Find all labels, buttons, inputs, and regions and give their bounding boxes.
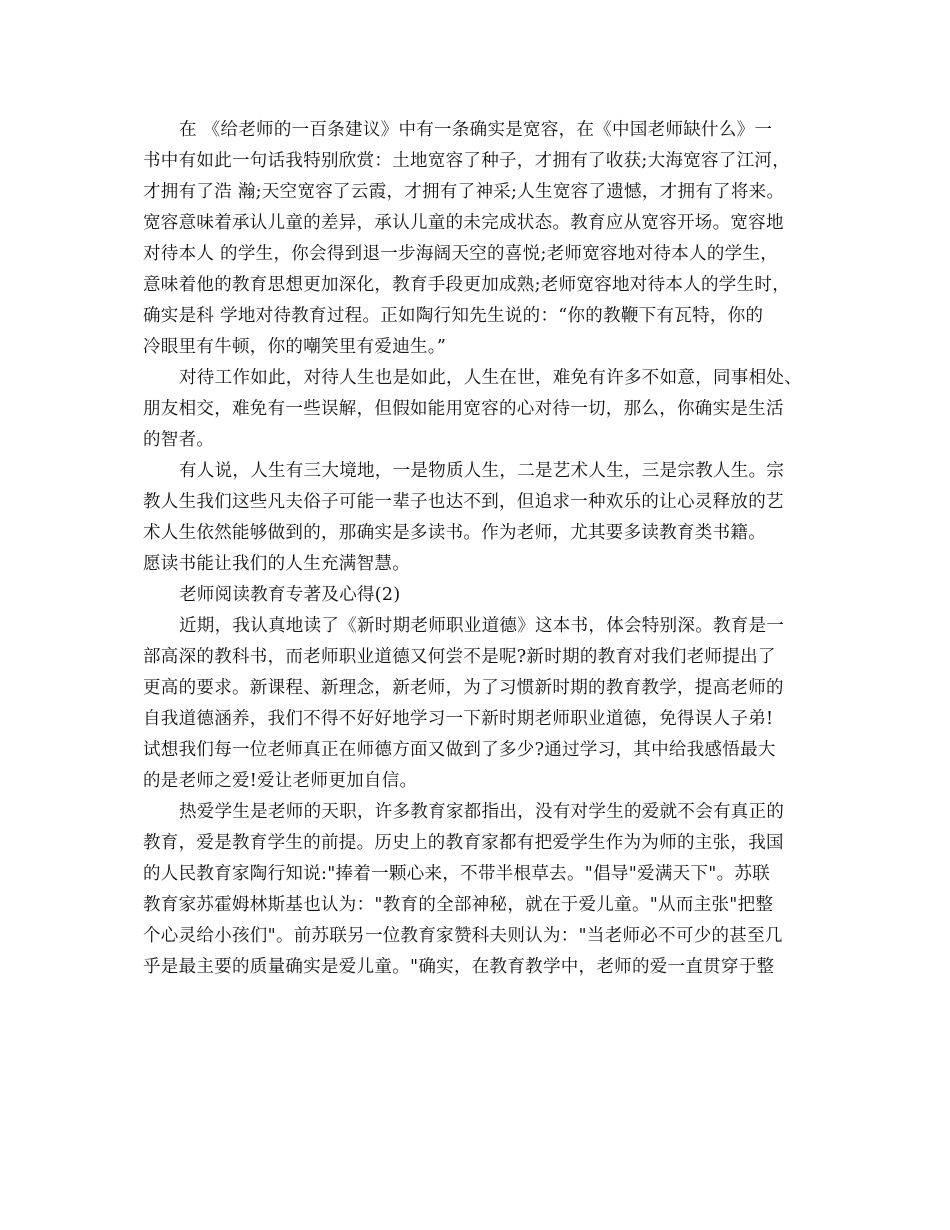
paragraph-line: 自我道德涵养，我们不得不好好地学习一下新时期老师职业道德，免得误人子弟!: [143, 709, 774, 729]
paragraph-line: 试想我们每一位老师真正在师德方面又做到了多少?通过学习，其中给我感悟最大: [143, 740, 776, 760]
paragraph-line: 在 《给老师的一百条建议》中有一条确实是宽容，在《中国老师缺什么》一: [179, 120, 773, 140]
paragraph-line: 乎是最主要的质量确实是爱儿童。"确实，在教育教学中，老师的爱一直贯穿于整: [143, 957, 775, 977]
section-heading: 老师阅读教育专著及心得(2): [179, 585, 401, 605]
paragraph-line: 对待工作如此，对待人生也是如此，人生在世，难免有许多不如意，同事相处、: [179, 368, 802, 388]
paragraph-line: 热爱学生是老师的天职，许多教育家都指出，没有对学生的爱就不会有真正的: [179, 802, 785, 822]
paragraph-line: 更高的要求。新课程、新理念，新老师，为了习惯新时期的教育教学，提高老师的: [143, 678, 784, 698]
paragraph-line: 的智者。: [143, 430, 215, 450]
paragraph-line: 术人生依然能够做到的，那确实是多读书。作为老师，尤其要多读教育类书籍。: [143, 523, 766, 543]
paragraph-line: 愿读书能让我们的人生充满智慧。: [143, 554, 410, 574]
paragraph-line: 书中有如此一句话我特别欣赏：土地宽容了种子，才拥有了收获;大海宽容了江河，: [143, 151, 790, 171]
paragraph-line: 对待本人 的学生，你会得到退一步海阔天空的喜悦;老师宽容地对待本人的学生，: [143, 244, 779, 264]
paragraph-line: 才拥有了浩 瀚;天空宽容了云霞，才拥有了神采;人生宽容了遗憾，才拥有了将来。: [143, 182, 785, 202]
paragraph-line: 的人民教育家陶行知说:"捧着一颗心来，不带半根草去。"倡导"爱满天下"。苏联: [143, 864, 770, 884]
paragraph-line: 教人生我们这些凡夫俗子可能一辈子也达不到，但追求一种欢乐的让心灵释放的艺: [143, 492, 784, 512]
document-body: [143, 115, 808, 983]
paragraph-line: 朋友相交，难免有一些误解，但假如能用宽容的心对待一切，那么，你确实是生活: [143, 399, 784, 419]
paragraph-line: 冷眼里有牛顿，你的嘲笑里有爱迪生。”: [143, 337, 447, 357]
paragraph-line: 教育，爱是教育学生的前提。历史上的教育家都有把爱学生作为为师的主张，我国: [143, 833, 784, 853]
paragraph-line: 教育家苏霍姆林斯基也认为："教育的全部神秘，就在于爱儿童。"从而主张"把整: [143, 895, 774, 915]
paragraph-line: 近期，我认真地读了《新时期老师职业道德》这本书，体会特别深。教育是一: [179, 616, 785, 636]
paragraph-line: 确实是科 学地对待教育过程。正如陶行知先生说的：“你的教鞭下有瓦特，你的: [143, 306, 764, 326]
paragraph-line: 个心灵给小孩们"。前苏联另一位教育家赞科夫则认为："当老师必不可少的甚至几: [143, 926, 783, 946]
paragraph-line: 意味着他的教育思想更加深化，教育手段更加成熟;老师宽容地对待本人的学生时，: [143, 275, 790, 295]
paragraph-line: 部高深的教科书，而老师职业道德又何尝不是呢?新时期的教育对我们老师提出了: [143, 647, 776, 667]
paragraph-line: 有人说，人生有三大境地，一是物质人生，二是艺术人生，三是宗教人生。宗: [179, 461, 785, 481]
paragraph-line: 的是老师之爱!爱让老师更加自信。: [143, 771, 418, 791]
paragraph-line: 宽容意味着承认儿童的差异，承认儿童的未完成状态。教育应从宽容开场。宽容地: [143, 213, 784, 233]
